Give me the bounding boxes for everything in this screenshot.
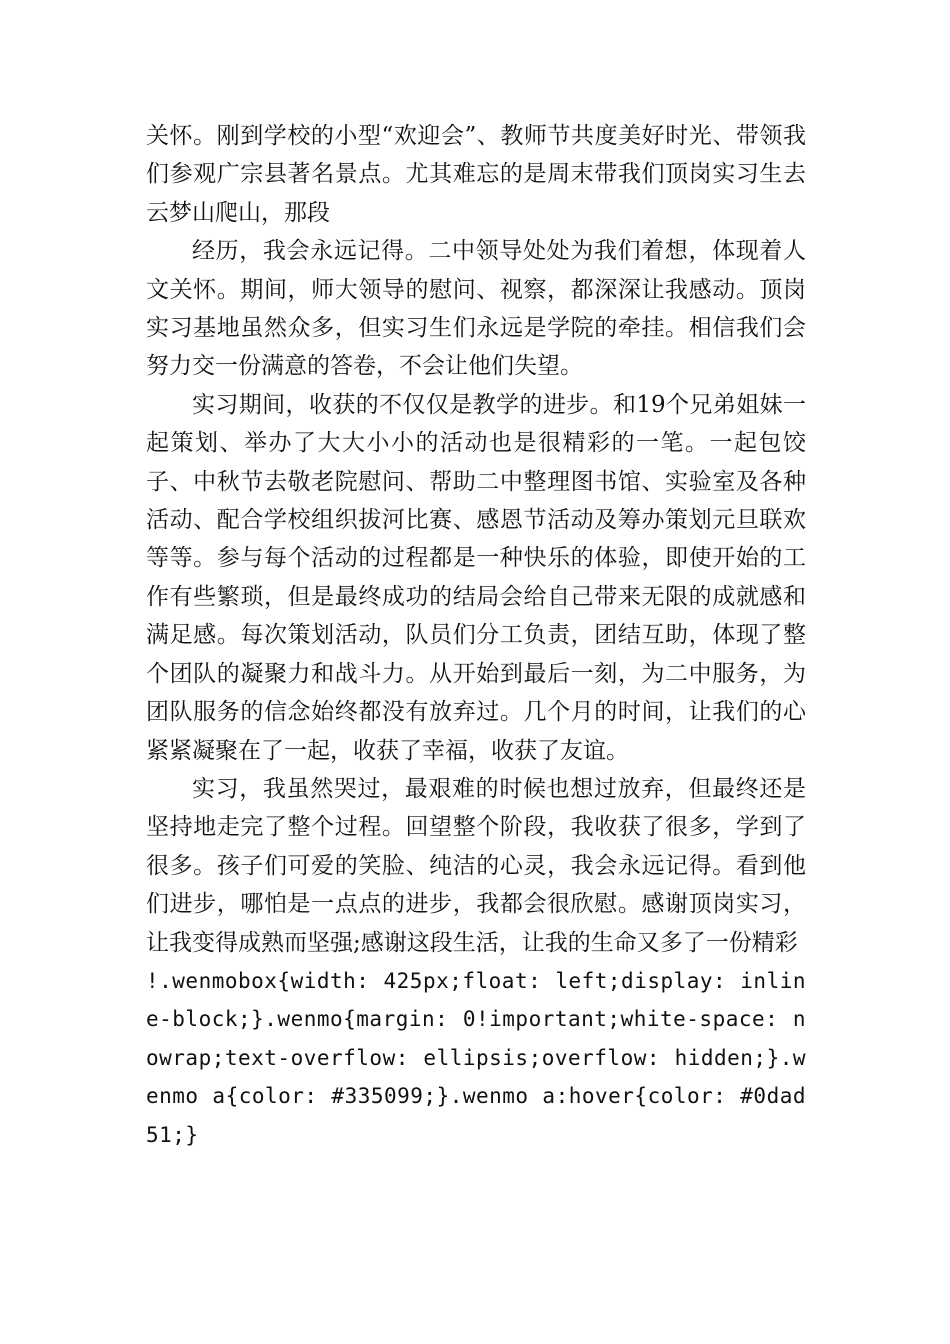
paragraph-3: 实习期间，收获的不仅仅是教学的进步。和19个兄弟姐妹一起策划、举办了大大小小的活动也是很精彩的一笔。一起包饺子、中秋节去敬老院慰问、帮助二中整理图书馆、实验室及各种活动、配合学校组织拔河比赛、感恩节活动及筹办策划元旦联欢等等。参与每个活动的过程都是一种快乐的体验，即使开始的工作有些繁琐，但是最终成功的结局会给自己带来无限的成就感和满足感。每次策划活动，队员们分工负责，团结互助，体现了整个团队的凝聚力和战斗力。从开始到最后一刻，为二中服务，为团队服务的信念始终都没有放弃过。几个月的时间，让我们的心紧紧凝聚在了一起，收获了幸福，收获了友谊。 <box>146 391 806 764</box>
paragraph-4: 实习，我虽然哭过，最艰难的时候也想过放弃，但最终还是坚持地走完了整个过程。回望整个阶段，我收获了很多，学到了很多。孩子们可爱的笑脸、纯洁的心灵，我会永远记得。看到他们进步，哪怕是一点点的进步，我都会很欣慰。感谢顶岗实习，让我变得成熟而坚强;感谢这段生活，让我的生命又多了一份精彩 <box>146 775 806 956</box>
css-residue-text <box>146 962 806 1154</box>
document-body <box>146 117 806 1154</box>
paragraph-1: 关怀。刚到学校的小型“欢迎会”、教师节共度美好时光、带领我们参观广宗县著名景点。尤其难忘的是周末带我们顶岗实习生去云梦山爬山，那段 <box>146 123 806 226</box>
css-residue: !.wenmobox{width: 425px;float: left;display: inline-block;}.wenmo{margin: 0!important;white-space: nowrap;text-overflow: ellipsis;overflow: hidden;}.wenmo a{color: #335099;}.wenmo a:hover{color: #0dad51;} <box>146 968 806 1147</box>
paragraph-2: 经历，我会永远记得。二中领导处处为我们着想，体现着人文关怀。期间，师大领导的慰问、视察，都深深让我感动。顶岗实习基地虽然众多，但实习生们永远是学院的牵挂。相信我们会努力交一份满意的答卷，不会让他们失望。 <box>146 238 806 380</box>
